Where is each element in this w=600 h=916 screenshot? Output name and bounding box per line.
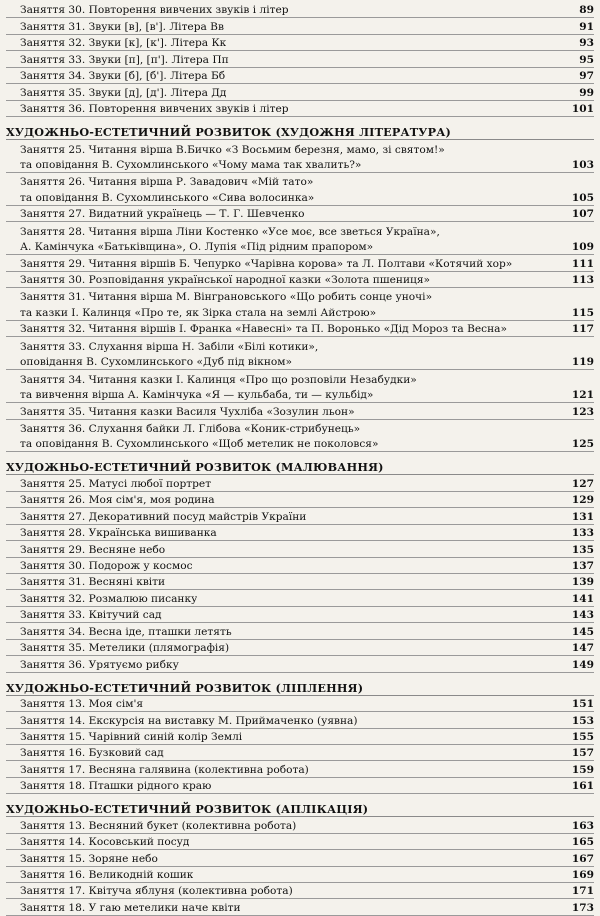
- toc-entry: [6, 101, 594, 117]
- toc-page-number: 133: [571, 527, 594, 540]
- toc-entry-title: Заняття 32. Розмалюю писанку: [20, 592, 198, 605]
- toc-entry: [6, 745, 594, 761]
- toc-page-number: 109: [571, 241, 594, 254]
- toc-entry: [6, 883, 594, 899]
- toc-page-number: 103: [571, 158, 594, 171]
- toc-entry-title: Заняття 15. Чарівний синій колір Землі: [20, 730, 243, 743]
- toc-section: [6, 456, 594, 672]
- toc-entry-title: Заняття 33. Слухання вірша Н. Забіли «Білі котики»,: [20, 340, 319, 353]
- toc-entry: [6, 574, 594, 590]
- toc-page-number: 117: [571, 323, 594, 336]
- toc-entry-title: Заняття 36. Повторення вивчених звуків і літер: [20, 103, 289, 116]
- toc-entry-title: Заняття 25. Матусі любої портрет: [20, 477, 212, 490]
- toc-entry: [6, 222, 594, 238]
- toc-entry: [6, 2, 594, 18]
- toc-entry: [6, 607, 594, 623]
- toc-entry-title: Заняття 34. Звуки [б], [б']. Літера Бб: [20, 70, 226, 83]
- toc-entry-title: Заняття 35. Читання казки Василя Чухліба «Зозулин льон»: [20, 405, 355, 418]
- toc-page-number: 171: [571, 885, 594, 898]
- toc-entry: [6, 436, 594, 452]
- toc-entry: [6, 623, 594, 639]
- toc-entry-title: та оповідання В. Сухомлинського «Чому мама так хвалить?»: [20, 158, 362, 171]
- toc-entry-title: Заняття 16. Бузковий сад: [20, 747, 164, 760]
- toc-entry: [6, 834, 594, 850]
- toc-entry-title: Заняття 17. Весняна галявина (колективна робота): [20, 763, 309, 776]
- toc-page-number: 137: [571, 560, 594, 572]
- toc-section: [6, 121, 594, 452]
- toc-entry: [6, 272, 594, 288]
- toc-entry: [6, 899, 594, 915]
- toc-entry: [6, 255, 594, 271]
- toc-page-number: 149: [571, 658, 594, 671]
- toc-page-number: 89: [579, 4, 594, 17]
- toc-entry: [6, 508, 594, 524]
- toc-entry-title: Заняття 13. Моя сім'я: [20, 698, 144, 711]
- toc-page-number: 155: [571, 730, 594, 743]
- toc-entry: [6, 157, 594, 173]
- toc-entry-title: Заняття 17. Квітуча яблуня (колективна робота): [20, 885, 293, 898]
- toc-entry: [6, 492, 594, 508]
- toc-entry-title: Заняття 28. Читання вірша Ліни Костенко «Усе моє, все зветься Україна»,: [20, 225, 440, 238]
- toc-entry: [6, 729, 594, 745]
- toc-entry-title: Заняття 18. Пташки рідного краю: [20, 780, 212, 793]
- toc-entry-title: та казки І. Калинця «Про те, як Зірка стала на землі Айстрою»: [20, 306, 377, 319]
- toc-entry: [6, 558, 594, 574]
- toc-page-number: 113: [571, 274, 594, 286]
- toc-page-number: 153: [571, 714, 594, 727]
- toc-entry: [6, 18, 594, 34]
- toc-page-number: 97: [579, 70, 594, 83]
- toc-entry: [6, 173, 594, 189]
- toc-entry-title: Заняття 18. У гаю метелики наче квіти: [20, 901, 241, 914]
- toc-page-number: 139: [571, 576, 594, 589]
- toc-entry: [6, 475, 594, 491]
- toc-entry-title: Заняття 30. Подорож у космос: [20, 560, 193, 572]
- toc-page-number: 111: [571, 257, 594, 270]
- toc-entry: [6, 35, 594, 51]
- toc-entry: [6, 84, 594, 100]
- toc-page-number: 151: [571, 698, 594, 711]
- toc-page-number: 161: [571, 780, 594, 793]
- toc-entry-title: Заняття 36. Урятуємо рибку: [20, 658, 179, 671]
- toc-entry: [6, 206, 594, 222]
- toc-entry: [6, 51, 594, 67]
- toc-entry-title: Заняття 14. Косовський посуд: [20, 836, 190, 849]
- toc-entry: [6, 387, 594, 403]
- toc-entry: [6, 239, 594, 255]
- toc-entry: [6, 696, 594, 712]
- toc-page-number: 105: [571, 191, 594, 204]
- toc-entry: [6, 712, 594, 728]
- toc-entry-title: Заняття 32. Читання віршів І. Франка «Навесні» та П. Воронько «Дід Мороз та Весна»: [20, 323, 507, 336]
- toc-entry-title: Заняття 34. Читання казки І. Калинця «Про що розповіли Незабудки»: [20, 373, 417, 386]
- toc-page-number: 147: [571, 642, 594, 655]
- toc-entry-title: Заняття 33. Звуки [п], [п']. Літера Пп: [20, 53, 229, 66]
- toc-entry-title: Заняття 33. Квітучий сад: [20, 609, 162, 622]
- toc-page-number: 163: [571, 819, 594, 832]
- toc-entry-title: Заняття 15. Зоряне небо: [20, 852, 158, 865]
- toc-entry: [6, 867, 594, 883]
- toc-entry: [6, 189, 594, 205]
- toc-entry: [6, 354, 594, 370]
- toc-entry: [6, 403, 594, 419]
- toc-entry: [6, 304, 594, 320]
- toc-entry: [6, 337, 594, 353]
- toc-entry-title: Заняття 31. Читання вірша М. Вінграновського «Що робить сонце уночі»: [20, 291, 433, 304]
- toc-entry-title: А. Камінчука «Батьківщина», О. Лупія «Під рідним прапором»: [20, 241, 374, 254]
- toc-page-number: 141: [571, 592, 594, 605]
- toc-page-number: 119: [571, 356, 594, 369]
- toc-entry-title: Заняття 13. Весняний букет (колективна робота): [20, 819, 297, 832]
- toc-entry: [6, 761, 594, 777]
- toc-entry-title: Заняття 29. Весняне небо: [20, 543, 166, 556]
- toc-entry: [6, 370, 594, 386]
- toc-entry-title: Заняття 30. Розповідання української народної казки «Золота пшениця»: [20, 274, 430, 286]
- toc-page-number: 123: [571, 405, 594, 418]
- toc-section: [6, 798, 594, 916]
- toc-page-number: 101: [571, 103, 594, 116]
- toc-page-number: 93: [579, 37, 594, 50]
- toc-page-number: 157: [571, 747, 594, 760]
- toc-page-number: 107: [571, 208, 594, 221]
- toc-entry-title: Заняття 25. Читання вірша В.Бичко «З Восьмим березня, мамо, зі святом!»: [20, 143, 445, 156]
- toc-entry-title: Заняття 32. Звуки [к], [к']. Літера Кк: [20, 37, 227, 50]
- toc-entry-title: Заняття 36. Слухання байки Л. Глібова «Коник-стрибунець»: [20, 422, 361, 435]
- toc-entry-title: Заняття 16. Великодній кошик: [20, 869, 194, 881]
- toc-entry-title: та оповідання В. Сухомлинського «Щоб метелик не поколовся»: [20, 438, 379, 451]
- toc-entry: [6, 778, 594, 794]
- toc-entry-title: Заняття 26. Моя сім'я, моя родина: [20, 494, 215, 507]
- toc-entry-title: Заняття 35. Звуки [д], [д']. Літера Дд: [20, 86, 227, 99]
- toc-entry-title: Заняття 31. Звуки [в], [в']. Літера Вв: [20, 20, 224, 33]
- toc-entry: [6, 817, 594, 833]
- section-heading: ХУДОЖНЬО-ЕСТЕТИЧНИЙ РОЗВИТОК (ЛІПЛЕННЯ): [6, 677, 594, 696]
- toc-page-number: 167: [571, 852, 594, 865]
- toc-entry: [6, 420, 594, 436]
- toc-page-number: 135: [571, 543, 594, 556]
- toc-entry: [6, 590, 594, 606]
- toc-entry-title: та оповідання В. Сухомлинського «Сива волосинка»: [20, 191, 315, 204]
- toc-page-number: 129: [571, 494, 594, 507]
- toc-page-number: 121: [571, 389, 594, 402]
- toc-entry-title: Заняття 26. Читання вірша Р. Завадович «Мій тато»: [20, 176, 314, 189]
- toc-page-number: 125: [571, 438, 594, 451]
- toc-entry-title: Заняття 35. Метелики (плямографія): [20, 642, 230, 655]
- toc-section: [6, 2, 594, 117]
- toc-entry-title: Заняття 34. Весна іде, пташки летять: [20, 625, 232, 638]
- toc-page-number: 145: [571, 625, 594, 638]
- toc-page-number: 165: [571, 836, 594, 849]
- toc-entry-title: Заняття 27. Декоративний посуд майстрів України: [20, 510, 307, 523]
- toc-page-number: 115: [571, 306, 594, 319]
- toc-entry: [6, 288, 594, 304]
- toc-page-number: 169: [571, 869, 594, 881]
- toc-entry-title: Заняття 28. Українська вишиванка: [20, 527, 217, 540]
- toc-page-number: 131: [571, 510, 594, 523]
- toc-section: [6, 677, 594, 795]
- toc-page-number: 91: [579, 20, 594, 33]
- toc-entry-title: Заняття 30. Повторення вивчених звуків і літер: [20, 4, 289, 17]
- toc-page-number: 143: [571, 609, 594, 622]
- toc-entry: [6, 656, 594, 672]
- section-heading: ХУДОЖНЬО-ЕСТЕТИЧНИЙ РОЗВИТОК (АПЛІКАЦІЯ): [6, 798, 594, 817]
- toc-page-number: 173: [571, 901, 594, 914]
- toc-page-number: 159: [571, 763, 594, 776]
- toc-entry-title: Заняття 14. Екскурсія на виставку М. Приймаченко (уявна): [20, 714, 358, 727]
- toc-entry: [6, 850, 594, 866]
- toc-page-number: 95: [579, 53, 594, 66]
- toc-entry-title: та вивчення вірша А. Камінчука «Я — кульбаба, ти — кульбід»: [20, 389, 374, 402]
- toc-entry-title: оповідання В. Сухомлинського «Дуб під вікном»: [20, 356, 293, 369]
- toc-entry: [6, 68, 594, 84]
- toc-entry-title: Заняття 29. Читання віршів Б. Чепурко «Чарівна корова» та Л. Полтави «Котячий хор»: [20, 257, 513, 270]
- toc-entry: [6, 321, 594, 337]
- toc-page-number: 99: [579, 86, 594, 99]
- section-heading: ХУДОЖНЬО-ЕСТЕТИЧНИЙ РОЗВИТОК (МАЛЮВАННЯ): [6, 456, 594, 475]
- toc-entry-title: Заняття 27. Видатний українець — Т. Г. Шевченко: [20, 208, 305, 221]
- toc-entry: [6, 541, 594, 557]
- toc-entry: [6, 140, 594, 156]
- toc-entry: [6, 525, 594, 541]
- toc-entry: [6, 640, 594, 656]
- toc-page-number: 127: [571, 477, 594, 490]
- section-heading: ХУДОЖНЬО-ЕСТЕТИЧНИЙ РОЗВИТОК (ХУДОЖНЯ ЛІТЕРАТУРА): [6, 121, 594, 140]
- toc-entry-title: Заняття 31. Весняні квіти: [20, 576, 166, 589]
